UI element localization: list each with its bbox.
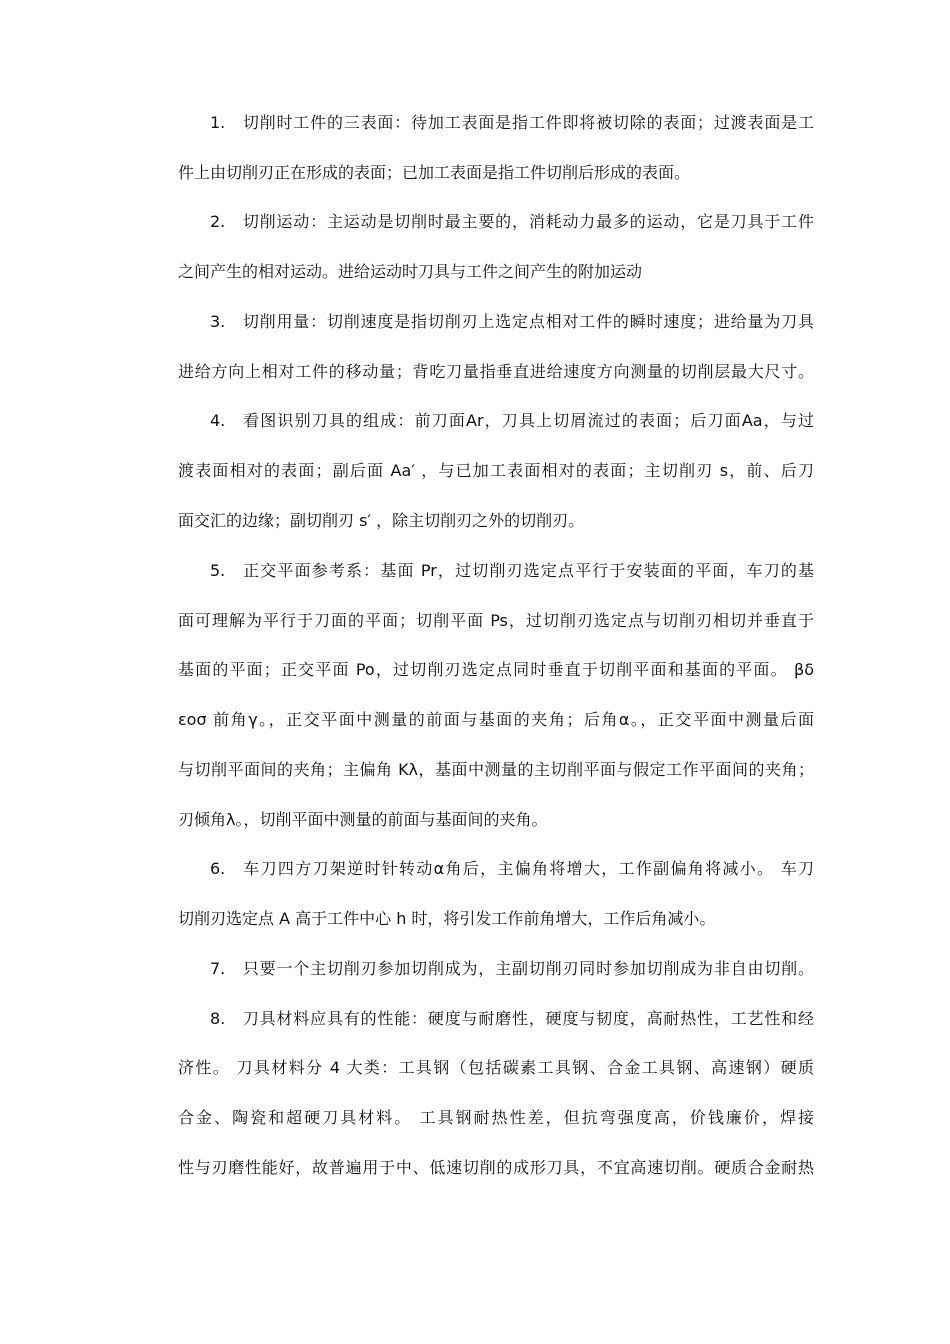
line-text: 之间产生的相对运动。进给运动时刀具与工件之间产生的附加运动 xyxy=(178,262,643,281)
line-text: εοσ 前角γ。，正交平面中测量的前面与基面的夹角；后角α。，正交平面中测量后面 xyxy=(178,710,814,729)
list-number: 4. xyxy=(210,411,226,430)
list-number: 6. xyxy=(210,859,226,878)
paragraph-line xyxy=(178,858,814,880)
paragraph-line xyxy=(178,510,814,532)
line-text: 只要一个主切削刃参加切削成为，主副切削刃同时参加切削成为非自由切削。 xyxy=(242,959,814,978)
line-text: 刀具材料应具有的性能：硬度与耐磨性，硬度与韧度，高耐热性，工艺性和经 xyxy=(242,1009,814,1028)
line-text: 看图识别刀具的组成：前刀面Ar，刀具上切屑流过的表面；后刀面Aa，与过 xyxy=(242,411,814,430)
line-text: 件上由切削刃正在形成的表面；已加工表面是指工件切削后形成的表面。 xyxy=(178,163,691,182)
line-text: 切削用量：切削速度是指切削刃上选定点相对工件的瞬时速度；进给量为刀具 xyxy=(242,312,814,331)
list-number: 7. xyxy=(210,959,226,978)
list-number: 3. xyxy=(210,312,226,331)
paragraph-line xyxy=(178,211,814,233)
paragraph-line xyxy=(178,162,814,184)
line-text: 进给方向上相对工件的移动量；背吃刀量指垂直进给速度方向测量的切削层最大尺寸。 xyxy=(178,362,814,381)
paragraph-line xyxy=(178,659,814,681)
paragraph-line xyxy=(178,1008,814,1030)
paragraph-line xyxy=(178,361,814,383)
line-text: 切削运动：主运动是切削时最主要的，消耗动力最多的运动，它是刀具于工件 xyxy=(242,212,814,231)
paragraph-line xyxy=(178,261,814,283)
line-text: 面交汇的边缘；副切削刃 s′ ，除主切削刃之外的切削刃。 xyxy=(178,511,585,530)
paragraph-line xyxy=(178,410,814,432)
line-text: 济性。 刀具材料分 4 大类：工具钢（包括碳素工具钢、合金工具钢、高速钢）硬质 xyxy=(178,1058,814,1077)
list-number: 5. xyxy=(210,561,226,580)
paragraph-line xyxy=(178,908,814,930)
paragraph-line xyxy=(178,610,814,632)
line-text: 面可理解为平行于刀面的平面；切削平面 Ps，过切削刃选定点与切削刃相切并垂直于 xyxy=(178,611,814,630)
line-text: 切削时工件的三表面：待加工表面是指工件即将被切除的表面；过渡表面是工 xyxy=(242,113,814,132)
line-text: 切削刃选定点 A 高于工件中心 h 时，将引发工作前角增大，工作后角减小。 xyxy=(178,909,716,928)
line-text: 车刀四方刀架逆时针转动α角后，主偏角将增大，工作副偏角将减小。 车刀 xyxy=(242,859,814,878)
paragraph-line xyxy=(178,709,814,731)
paragraph-line xyxy=(178,1157,814,1179)
list-number: 1. xyxy=(210,113,226,132)
line-text: 性与刃磨性能好，故普遍用于中、低速切削的成形刀具，不宜高速切削。硬质合金耐热 xyxy=(178,1158,814,1177)
paragraph-line xyxy=(178,958,814,980)
line-text: 渡表面相对的表面；副后面 Aa′ ，与已加工表面相对的表面；主切削刃 s，前、后刀 xyxy=(178,461,814,480)
line-text: 与切削平面间的夹角；主偏角 Kλ，基面中测量的主切削平面与假定工作平面间的夹角； xyxy=(178,760,814,779)
line-text: 刃倾角λ。，切削平面中测量的前面与基面间的夹角。 xyxy=(178,810,548,829)
line-text: 合金、陶瓷和超硬刀具材料。 工具钢耐热性差，但抗弯强度高，价钱廉价，焊接 xyxy=(178,1108,814,1127)
paragraph-line xyxy=(178,311,814,333)
list-number: 2. xyxy=(210,212,226,231)
list-number: 8. xyxy=(210,1009,226,1028)
paragraph-line xyxy=(178,112,814,134)
paragraph-line xyxy=(178,560,814,582)
paragraph-line xyxy=(178,1107,814,1129)
paragraph-line xyxy=(178,460,814,482)
paragraph-line xyxy=(178,809,814,831)
paragraph-line xyxy=(178,759,814,781)
line-text: 基面的平面；正交平面 Po，过切削刃选定点同时垂直于切削平面和基面的平面。 βδ xyxy=(178,660,814,679)
line-text: 正交平面参考系：基面 Pr，过切削刃选定点平行于安装面的平面，车刀的基 xyxy=(242,561,814,580)
paragraph-line xyxy=(178,1057,814,1079)
